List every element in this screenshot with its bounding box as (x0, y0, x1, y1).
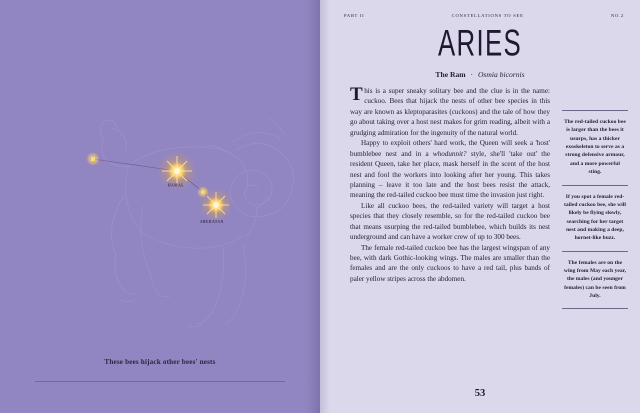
paragraph-2-text-b: style, she'll 'take out' the resident Queen, take her place, mask herself in the scent of the host nest and fool the workers into looking after her young. This takes planning – leave it too late and the host bees resist the attack, meaning the red-tailed cuckoo bee must time the invasion just right. (350, 149, 550, 200)
body-text-column (350, 86, 550, 284)
star-label-hamal: HAMAL (167, 183, 185, 188)
running-head-number: NO.2 (610, 13, 624, 18)
sidenotes-column (562, 110, 628, 309)
page-title: ARIES (438, 23, 522, 64)
drop-cap: T (350, 84, 363, 105)
sidenote-1: The red-tailed cuckoo bee is larger than the bees it usurps, has a thicker exoskeleton to serve as a strong defensive armour, and a more powerful sting. (564, 119, 626, 176)
subtitle (320, 70, 640, 79)
running-head (344, 13, 624, 18)
right-page (320, 0, 640, 413)
title-block (320, 23, 640, 79)
paragraph-3: Like all cuckoo bees, the red-tailed variety will target a host species that they closely resemble, so for the red-tailed cuckoo bee that means usurping the red-tailed bumblebee, which builds its nest underground and can have a worker crew of up to 300 bees. (350, 201, 550, 242)
paragraph-2 (350, 138, 550, 201)
sidenote-3: The females are on the wing from May each year, the males (and younger females) can be seen from July. (563, 259, 627, 300)
sidenote-divider (562, 251, 628, 252)
paragraph-2-text-a: Happy to exploit others' hard work, the Queen will seek a 'host' bumblebee nest and in a (350, 139, 550, 158)
sidenote-divider (562, 308, 628, 309)
constellation-lines (93, 159, 216, 205)
subtitle-common-name: The Ram (435, 70, 466, 79)
sidenote-divider (562, 185, 628, 186)
paragraph-2-italic: whodunnit? (432, 149, 467, 158)
ram-outline-drawing (100, 118, 293, 327)
sidenote-2: If you spot a female red-tailed cuckoo bee, she will likely be flying slowly, searching for her target nest and making a deep, hornet-like buzz. (563, 193, 626, 242)
paragraph-1 (350, 86, 550, 138)
subtitle-separator: · (470, 71, 473, 79)
star-label-sheratan: SHERATAN (200, 220, 224, 224)
sidenote-divider (562, 110, 628, 111)
caption-text: These bees hijack other bees' nests (104, 358, 216, 366)
running-head-part: PART II (344, 13, 365, 18)
running-head-section: CONSTELLATIONS TO SEE (451, 13, 524, 18)
subtitle-latin-name: Osmia bicornis (477, 70, 525, 79)
caption-divider (35, 381, 285, 382)
paragraph-4: The female red-tailed cuckoo bee has the largest wingspan of any bee, with dark Gothic-looking wings. The males are smaller than the females and are the only cuckoos to have a red tail, plus bands of paler yellow stripes across the abdomen. (350, 243, 550, 283)
paragraph-1-text: his is a super sneaky solitary bee and the clue is in the name: cuckoo. Bees that hijack the nests of other bee species in this way are known as kleptoparasites (cuckoos) and the tale of how they go about taking over a host nest makes for grim reading, albeit with a grudging admiration for the ingenuity of the natural world. (350, 87, 550, 137)
illustration-caption (35, 358, 285, 382)
page-number: 53 (474, 388, 486, 399)
